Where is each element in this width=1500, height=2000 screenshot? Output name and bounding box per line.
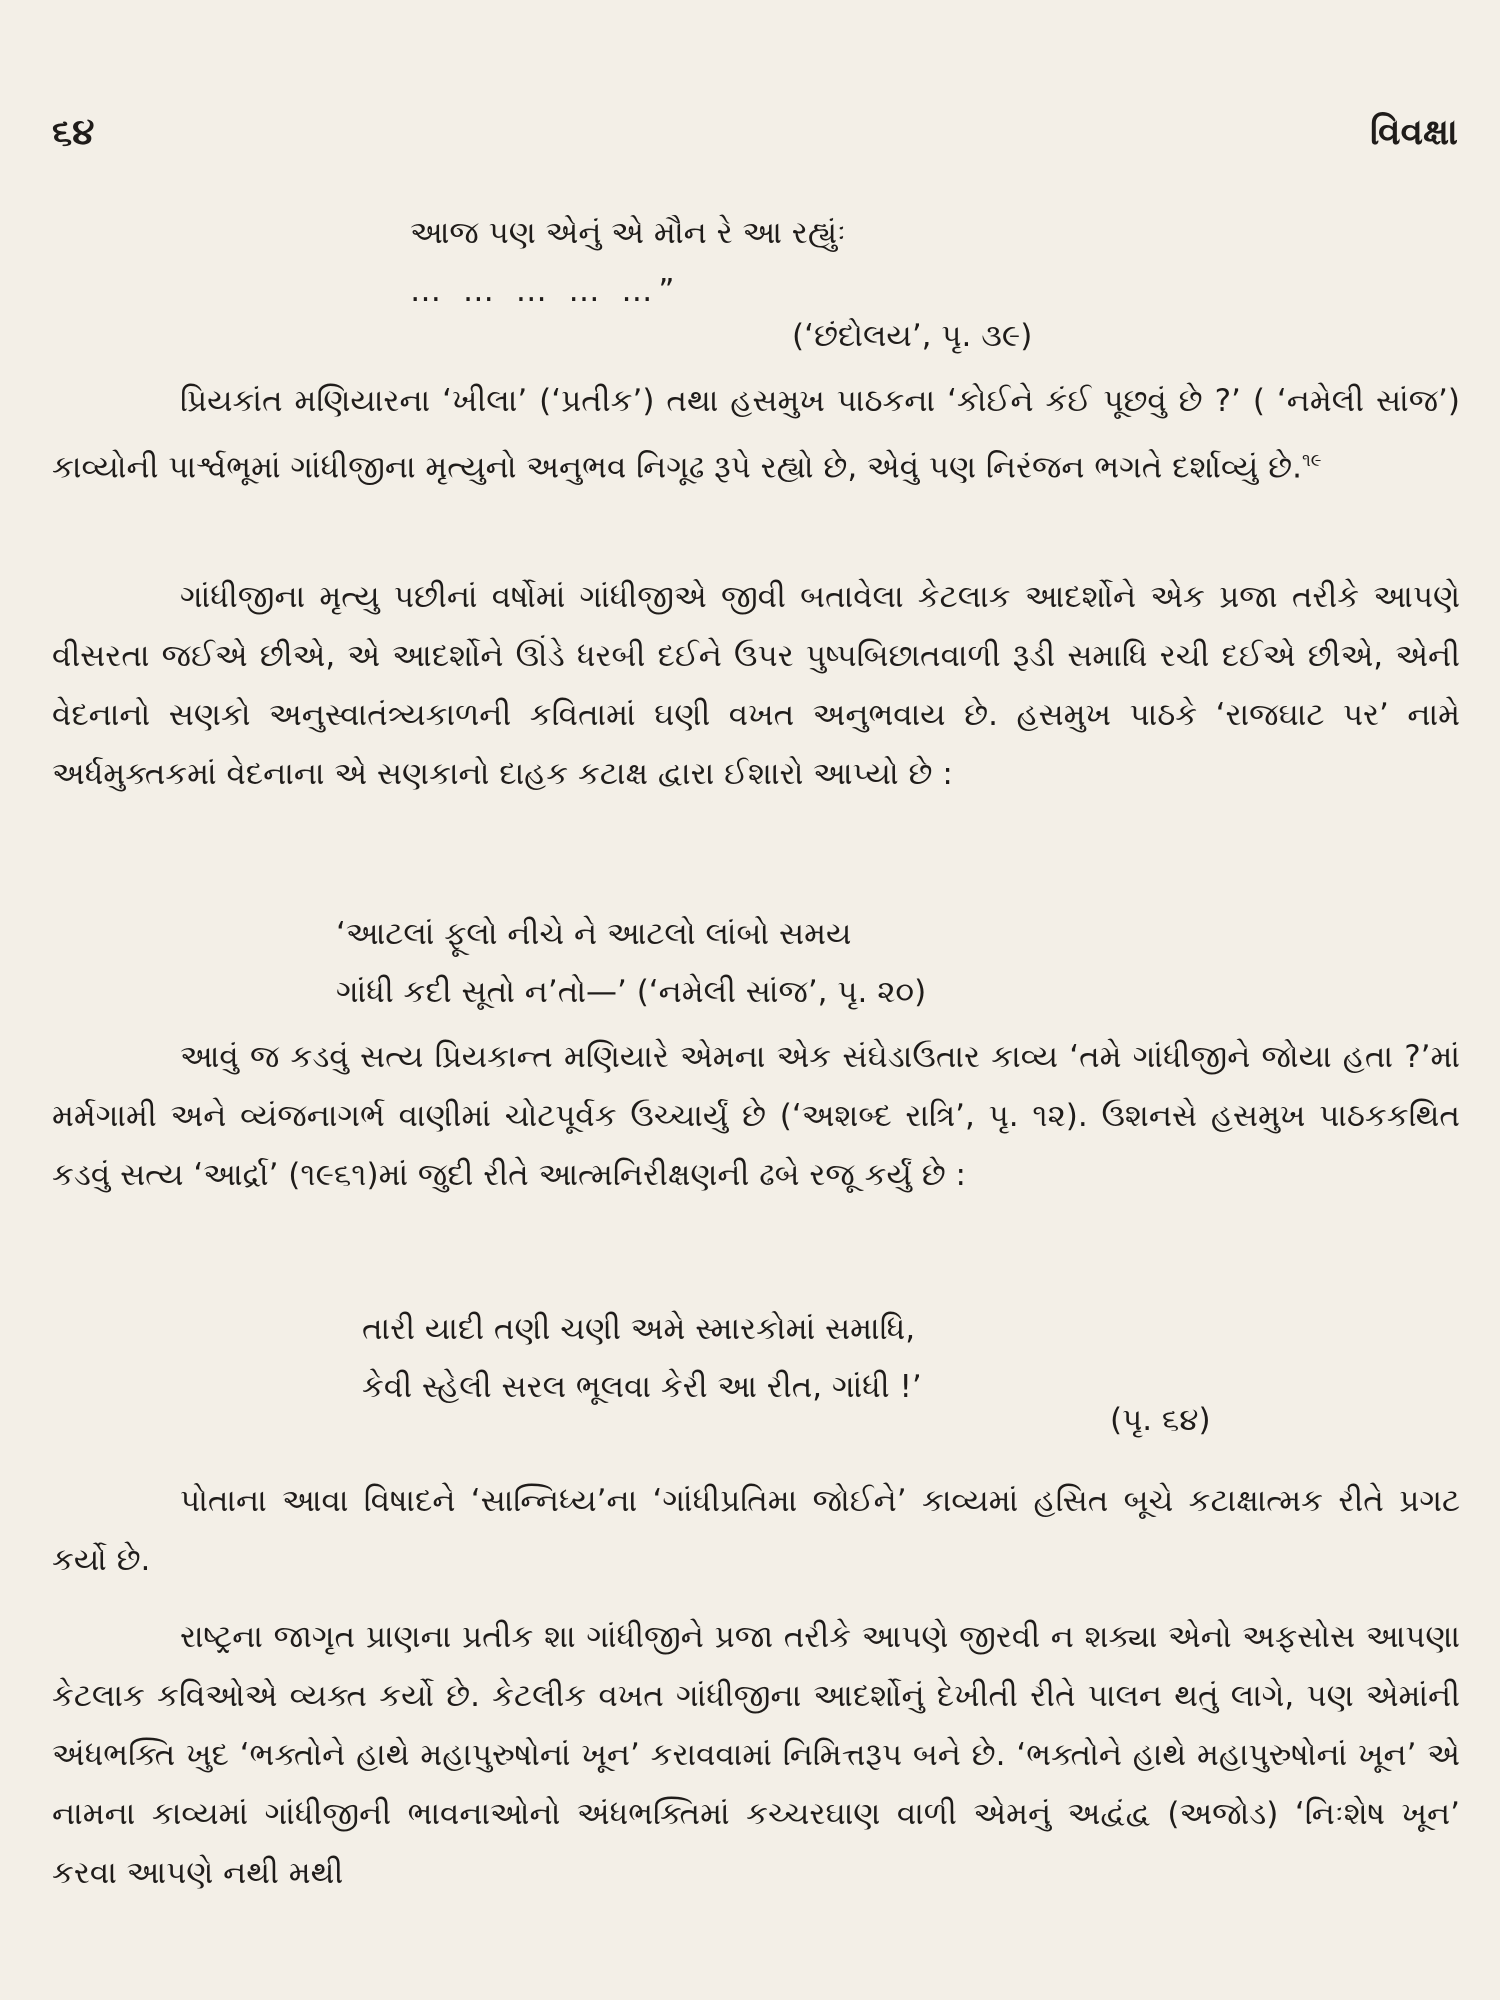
quote-line: ગાંધી કદી સૂતો ન’તો—’ (‘નમેલી સાંજ’, પૃ. ૨૦): [336, 974, 927, 1010]
quote-line: આજ પણ એનું એ મૌન રે આ રહ્યુંઃ: [410, 215, 846, 251]
paragraph-text: આવું જ કડવું સત્ય પ્રિયકાન્ત મણિયારે એમના એક સંઘેડાઉતાર કાવ્ય ‘તમે ગાંધીજીને જોયા હતા ?’માં મર્મગામી અને વ્યંજનાગર્ભ વાણીમાં ચોટપૂર્વક ઉચ્ચાર્યું છે (‘અશબ્દ રાત્રિ’, પૃ. ૧૨). ઉશનસે હસમુખ પાઠકકથિત કડવું સત્ય ‘આર્દ્રા’ (૧૯૬૧)માં જુદી રીતે આત્મનિરીક્ષણની ઢબે રજૂ કર્યું છે :: [52, 1039, 1460, 1193]
paragraph-text: પ્રિયકાંત મણિયારના ‘ખીલા’ (‘પ્રતીક’) તથા હસમુખ પાઠકના ‘કોઈને કંઈ પૂછવું છે ?’ ( ‘નમેલી સાંજ’) કાવ્યોની પાર્શ્વભૂમાં ગાંધીજીના મૃત્યુનો અનુભવ નિગૂઢ રૂપે રહ્યો છે, એવું પણ નિરંજન ભગતે દર્શાવ્યું છે.: [52, 383, 1460, 486]
quote-line: … … … … …”: [410, 273, 681, 309]
quote-continuation: [410, 204, 846, 320]
quote-ushnas: [362, 1300, 922, 1416]
paragraph-1: [52, 372, 1460, 497]
paragraph-3: [52, 1028, 1460, 1205]
paragraph-4: [52, 1472, 1460, 1590]
quote-citation: (પૃ. ૬૪): [1110, 1402, 1211, 1438]
paragraph-text: ગાંધીજીના મૃત્યુ પછીનાં વર્ષોમાં ગાંધીજીએ જીવી બતાવેલા કેટલાક આદર્શોને એક પ્રજા તરીકે આપણે વીસરતા જઈએ છીએ, એ આદર્શોને ઊંડે ધરબી દઈને ઉપર પુષ્પબિછાતવાળી રૂડી સમાધિ રચી દઈએ છીએ, એની વેદનાનો સણકો અનુસ્વાતંત્ર્યકાળની કવિતામાં ઘણી વખત અનુભવાય છે. હસમુખ પાઠકે ‘રાજઘાટ પર’ નામે અર્ધમુક્તકમાં વેદનાના એ સણકાનો દાહક કટાક્ષ દ્વારા ઈશારો આપ્યો છે :: [52, 579, 1460, 792]
paragraph-text: રાષ્ટ્રના જાગૃત પ્રાણના પ્રતીક શા ગાંધીજીને પ્રજા તરીકે આપણે જીરવી ન શક્યા એનો અફસોસ આપણા કેટલાક કવિઓએ વ્યક્ત કર્યો છે. કેટલીક વખત ગાંધીજીના આદર્શોનું દેખીતી રીતે પાલન થતું લાગે, પણ એમાંની અંધભક્તિ ખુદ ‘ભક્તોને હાથે મહાપુરુષોનાં ખૂન’ કરાવવામાં નિમિત્તરૂપ બને છે. ‘ભક્તોને હાથે મહાપુરુષોનાં ખૂન’ એ નામના કાવ્યમાં ગાંધીજીની ભાવનાઓનો અંધભક્તિમાં કચ્ચરઘાણ વાળી એમનું અદ્વંદ્વ (અજોડ) ‘નિઃશેષ ખૂન’ કરવા આપણે નથી મથી: [52, 1619, 1460, 1891]
quote-citation: (‘છંદોલય’, પૃ. ૩૯): [792, 318, 1033, 354]
page-number: ૬૪: [52, 112, 95, 153]
footnote-marker: ૧૯: [1301, 450, 1322, 471]
running-header-title: વિવક્ષા: [1370, 112, 1458, 153]
paragraph-2: [52, 568, 1460, 804]
quote-line: કેવી સ્હેલી સરલ ભૂલવા કેરી આ રીત, ગાંધી !’: [362, 1369, 922, 1405]
quote-line: ‘આટલાં ફૂલો નીચે ને આટલો લાંબો સમય: [336, 916, 852, 952]
quote-line: તારી યાદી તણી ચણી અમે સ્મારકોમાં સમાધિ,: [362, 1311, 916, 1347]
paragraph-text: પોતાના આવા વિષાદને ‘સાન્નિધ્ય’ના ‘ગાંધીપ્રતિમા જોઈને’ કાવ્યમાં હસિત બૂચે કટાક્ષાત્મક રીતે પ્રગટ કર્યો છે.: [52, 1483, 1460, 1578]
quote-hasmukh: [336, 905, 926, 1021]
paragraph-5: [52, 1608, 1460, 1903]
